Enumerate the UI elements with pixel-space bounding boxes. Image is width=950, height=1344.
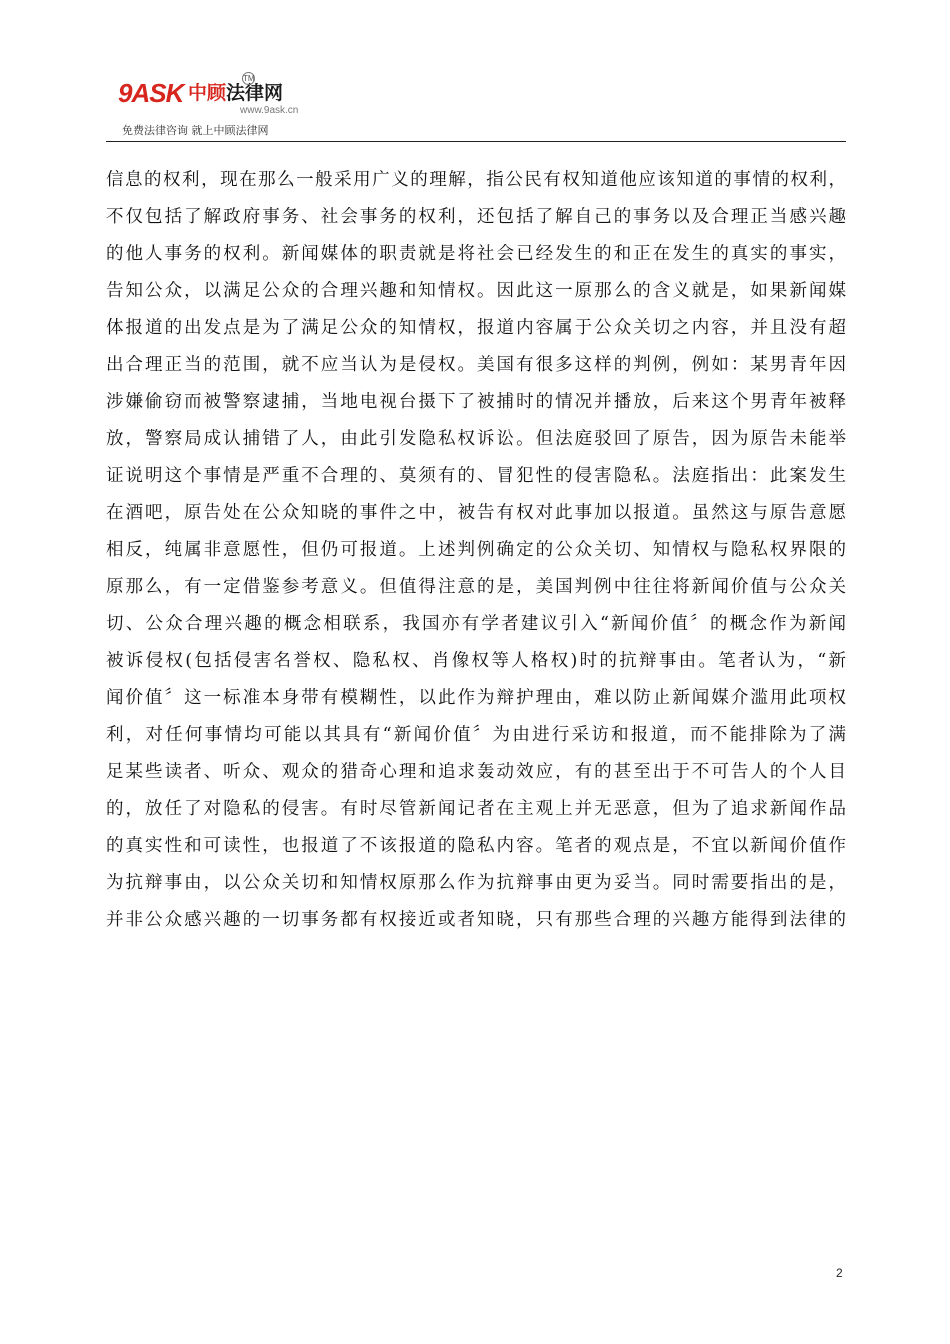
document-body bbox=[106, 162, 846, 939]
logo-mark: 9ASK bbox=[118, 78, 184, 108]
body-line: 证说明这个事情是严重不合理的、莫须有的、冒犯性的侵害隐私。法庭指出：此案发生 bbox=[106, 466, 846, 486]
body-line: 相反，纯属非意愿性，但仍可报道。上述判例确定的公众关切、知情权与隐私权界限的 bbox=[106, 540, 846, 560]
body-line: 出合理正当的范围，就不应当认为是侵权。美国有很多这样的判例，例如：某男青年因 bbox=[106, 355, 846, 375]
body-line: 切、公众合理兴趣的概念相联系，我国亦有学者建议引入“新闻价值〞的概念作为新闻 bbox=[106, 614, 846, 634]
body-line: 涉嫌偷窃而被警察逮捕，当地电视台摄下了被捕时的情况并播放，后来这个男青年被释 bbox=[106, 392, 846, 412]
body-line: 为抗辩事由，以公众关切和知情权原那么作为抗辩事由更为妥当。同时需要指出的是， bbox=[106, 873, 846, 893]
body-line: 体报道的出发点是为了满足公众的知情权，报道内容属于公众关切之内容，并且没有超 bbox=[106, 318, 846, 338]
trademark-icon: TM bbox=[243, 74, 255, 83]
logo-name bbox=[188, 79, 283, 107]
body-line: 的真实性和可读性，也报道了不该报道的隐私内容。笔者的观点是，不宜以新闻价值作 bbox=[106, 836, 846, 856]
body-line: 利，对任何事情均可能以其具有“新闻价值〞为由进行采访和报道，而不能排除为了满 bbox=[106, 725, 846, 745]
body-line: 被诉侵权(包括侵害名誉权、隐私权、肖像权等人格权)时的抗辩事由。笔者认为，“新 bbox=[106, 651, 846, 671]
body-line: 闻价值〞这一标准本身带有模糊性，以此作为辩护理由，难以防止新闻媒介滥用此项权 bbox=[106, 688, 846, 708]
page-header bbox=[106, 70, 846, 140]
logo-name-red: 中顾 bbox=[188, 82, 227, 104]
logo-name-rest: 法律网 bbox=[226, 82, 284, 104]
body-line: 信息的权利，现在那么一般采用广义的理解，指公民有权知道他应该知道的事情的权利， bbox=[106, 170, 846, 190]
body-line: 的他人事务的权利。新闻媒体的职责就是将社会已经发生的和正在发生的真实的事实， bbox=[106, 244, 846, 264]
body-line: 原那么，有一定借鉴参考意义。但值得注意的是，美国判例中往往将新闻价值与公众关 bbox=[106, 577, 846, 597]
body-line: 并非公众感兴趣的一切事务都有权接近或者知晓，只有那些合理的兴趣方能得到法律的 bbox=[106, 910, 846, 930]
body-line: 足某些读者、听众、观众的猎奇心理和追求轰动效应，有的甚至出于不可告人的个人目 bbox=[106, 762, 846, 782]
logo-url: www.9ask.cn bbox=[240, 105, 299, 116]
body-line: 告知公众，以满足公众的合理兴趣和知情权。因此这一原那么的含义就是，如果新闻媒 bbox=[106, 281, 846, 301]
body-line: 的，放任了对隐私的侵害。有时尽管新闻记者在主观上并无恶意，但为了追求新闻作品 bbox=[106, 799, 846, 819]
header-divider bbox=[106, 141, 846, 142]
page-number: 2 bbox=[836, 1266, 843, 1280]
body-line: 放，警察局成认捕错了人，由此引发隐私权诉讼。但法庭驳回了原告，因为原告未能举 bbox=[106, 429, 846, 449]
body-line: 不仅包括了解政府事务、社会事务的权利，还包括了解自己的事务以及合理正当感兴趣 bbox=[106, 207, 846, 227]
body-line: 在酒吧，原告处在公众知晓的事件之中，被告有权对此事加以报道。虽然这与原告意愿 bbox=[106, 503, 846, 523]
logo-slogan: 免费法律咨询 就上中顾法律网 bbox=[122, 124, 269, 137]
site-logo[interactable] bbox=[118, 74, 318, 138]
